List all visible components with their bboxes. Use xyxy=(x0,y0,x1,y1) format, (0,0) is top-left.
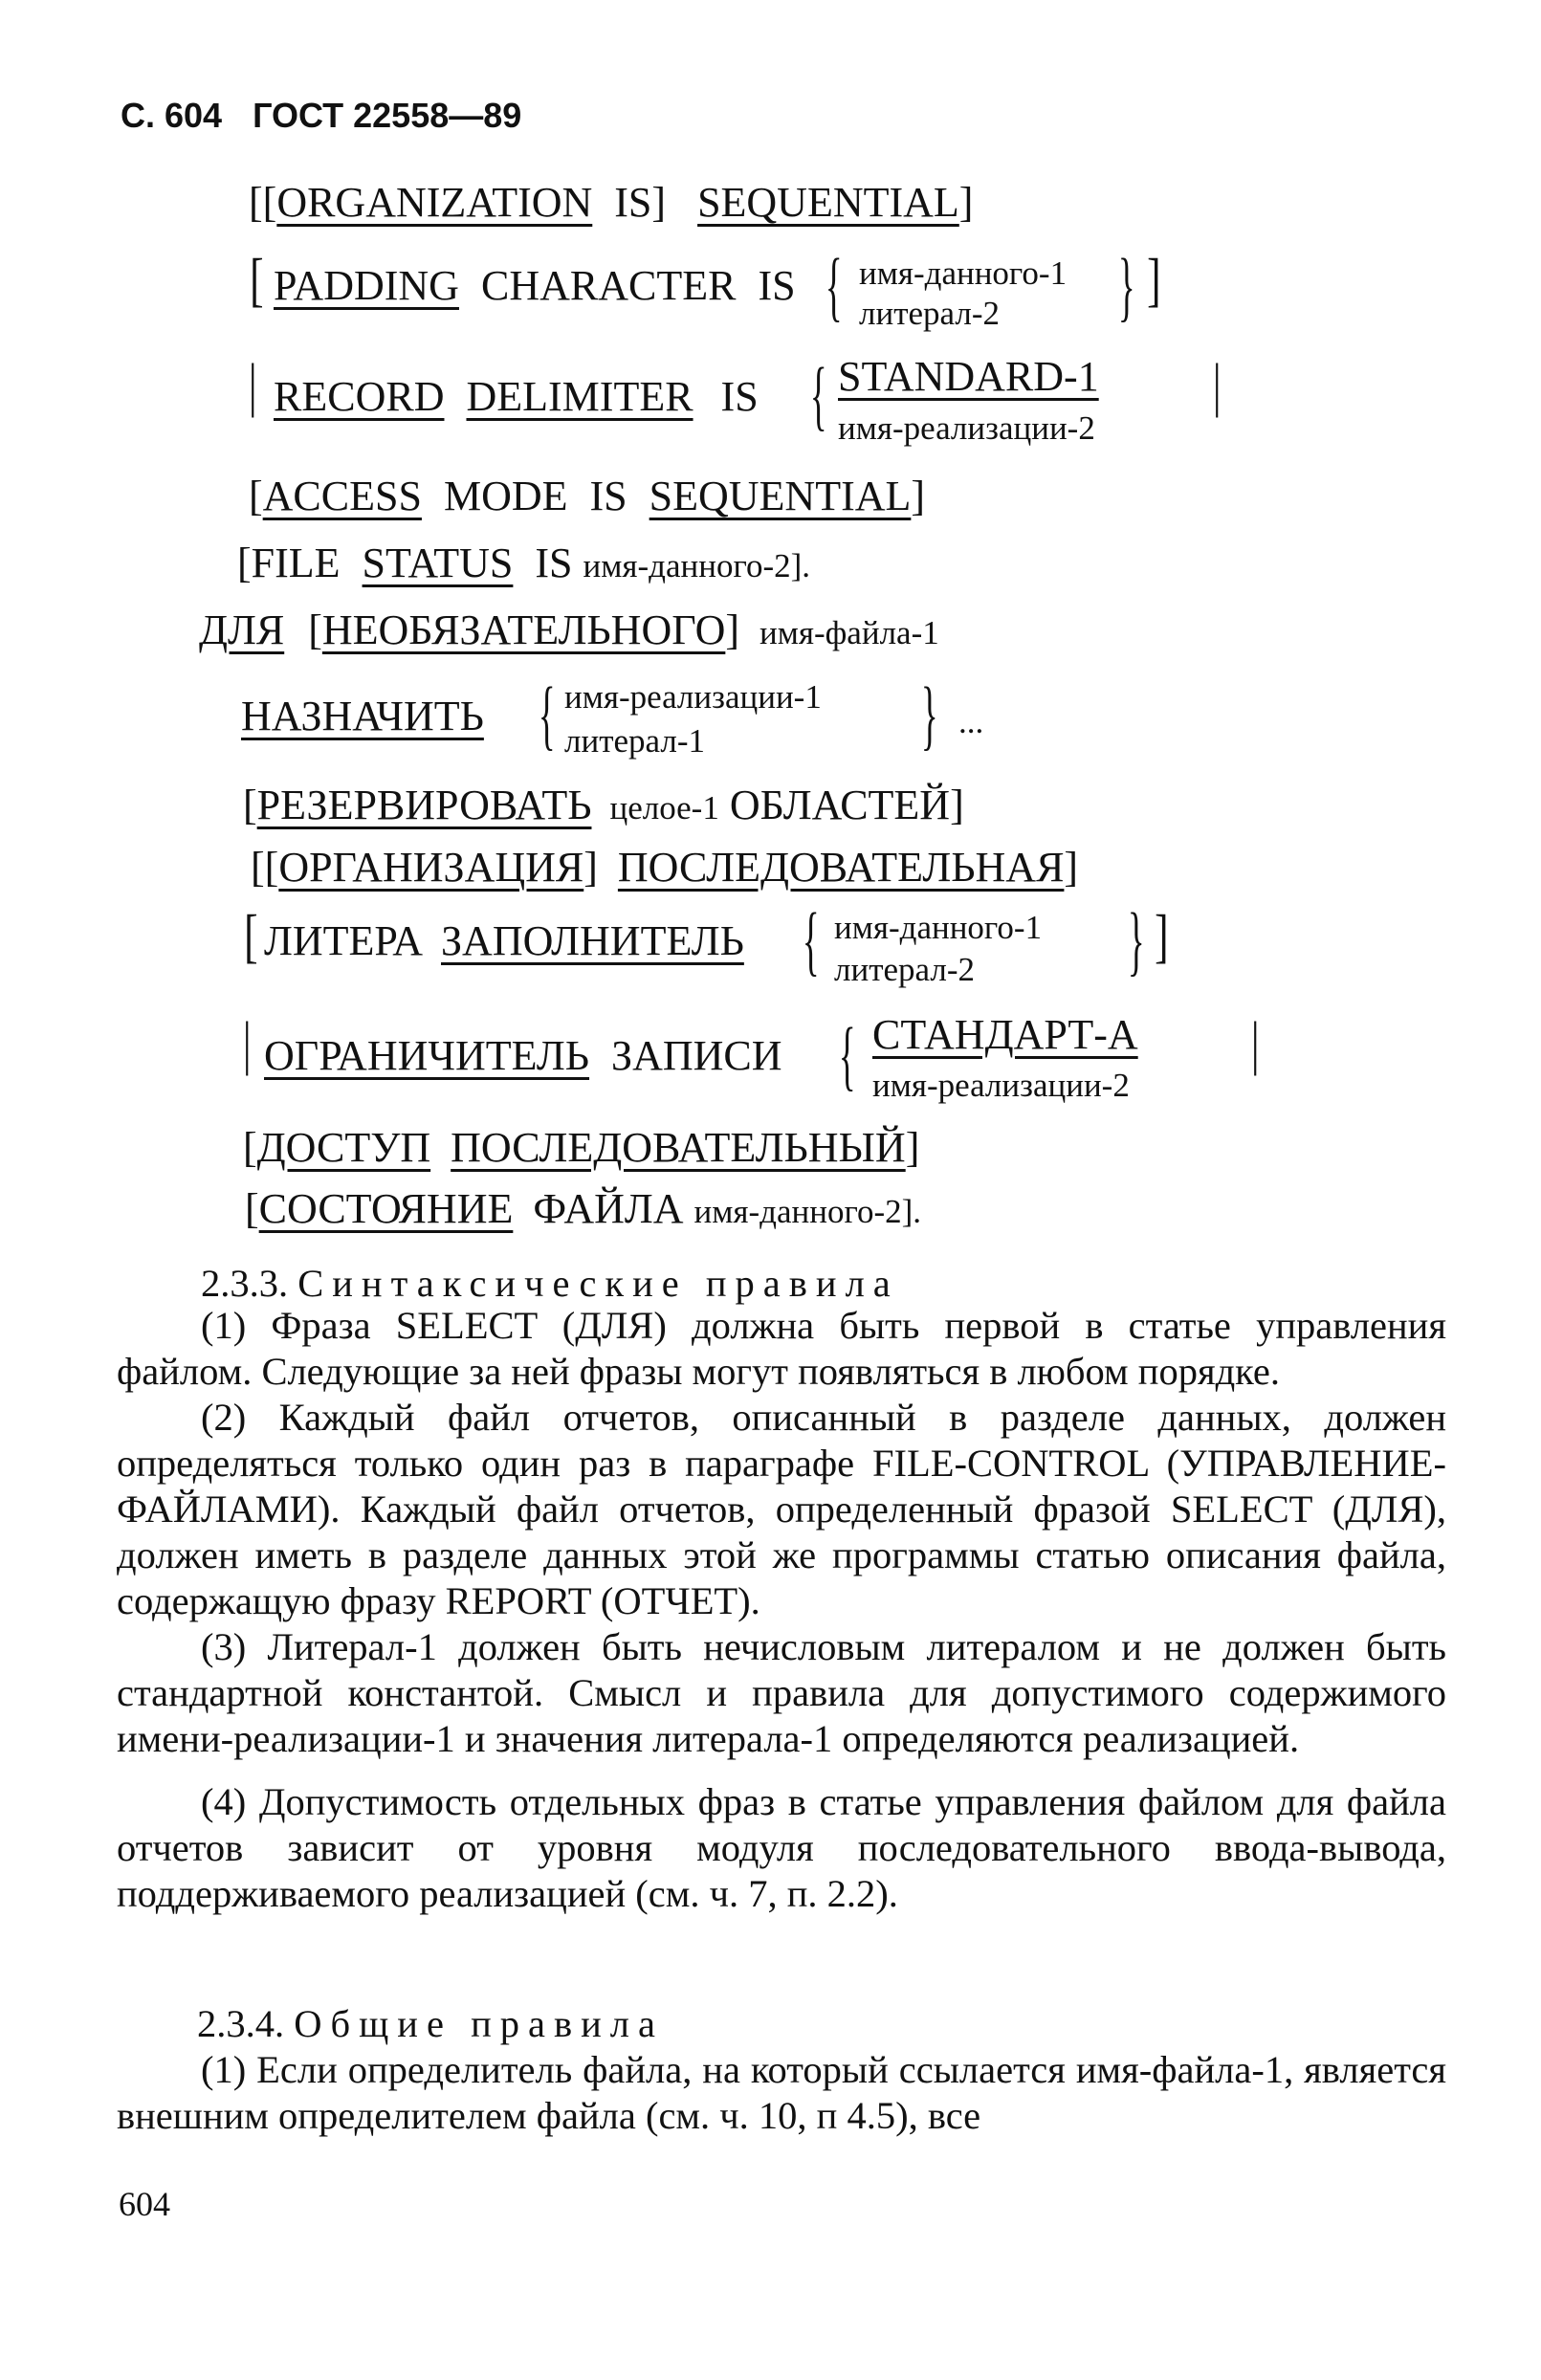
syntax-padding xyxy=(274,262,796,309)
brace-right: } xyxy=(1117,242,1135,329)
syntax-delimiter-ru xyxy=(264,1032,782,1079)
kw-is: IS xyxy=(589,473,627,519)
syntax-select-ru: ДЛЯ [НЕОБЯЗАТЕЛЬНОГО] имя-файла-1 xyxy=(199,606,939,653)
bracket-right: ] xyxy=(1155,904,1169,969)
kw-organizatsiya: ОРГАНИЗАЦИЯ xyxy=(278,844,584,891)
syntax-reserve-ru: [РЕЗЕРВИРОВАТЬ целое-1 ОБЛАСТЕЙ] xyxy=(243,782,964,828)
option-standard-1: STANDARD-1 xyxy=(838,353,1099,400)
rule-paragraph: (1) Если определитель файла, на который ссылается имя-файла-1, является внешним определителем файла (см. ч. 10, п 4.5), все xyxy=(117,2048,1446,2137)
option-1: имя-данного-1 xyxy=(834,909,1043,946)
section-number: 2.3.4. xyxy=(197,2002,285,2045)
kw-delimiter: DELIMITER xyxy=(466,373,693,420)
bracket-left: [ xyxy=(250,248,264,313)
syntax-record-delimiter xyxy=(274,373,759,420)
brace-left: { xyxy=(825,242,843,329)
kw-record: RECORD xyxy=(274,373,445,420)
page-header xyxy=(121,96,521,136)
kw-dlya: ДЛЯ xyxy=(199,606,285,653)
kw-zapolnitel: ЗАПОЛНИТЕЛЬ xyxy=(441,917,744,964)
kw-sequential: SEQUENTIAL xyxy=(697,179,959,226)
kw-assign: НАЗНАЧИТЬ xyxy=(241,693,484,739)
option-standard-a: СТАНДАРТ-А xyxy=(872,1011,1138,1058)
kw-is: IS xyxy=(758,262,796,309)
kw-areas: ОБЛАСТЕЙ xyxy=(729,782,951,828)
brace-left: { xyxy=(838,1011,856,1098)
option-2: литерал-2 xyxy=(834,951,975,988)
bracket-right: ] xyxy=(1147,248,1161,313)
page-number: 604 xyxy=(119,2185,170,2223)
bracket-right: | xyxy=(1250,1011,1260,1076)
syntax-padding-ru xyxy=(264,917,744,964)
bracket-right: | xyxy=(1212,353,1222,418)
brace-left: { xyxy=(538,671,556,758)
rule-paragraph: (3) Литерал-1 должен быть нечисловым литералом и не должен быть стандартной константой. Смысл и правила для допустимого содержимого имени-реализации-1 и значения литерала-1 определяются реализацией. xyxy=(117,1625,1446,1760)
bracket-left: [ xyxy=(244,904,258,969)
syntax-organization-ru: [[ОРГАНИЗАЦИЯ] ПОСЛЕДОВАТЕЛЬНАЯ] xyxy=(251,844,1079,891)
kw-status: STATUS xyxy=(362,540,514,586)
kw-is: IS xyxy=(535,540,573,586)
rule-paragraph: (2) Каждый файл отчетов, описанный в разделе данных, должен определяться только один раз в параграфе FILE-CONTROL (УПРАВЛЕНИЕ-ФАЙЛАМИ). Каждый файл отчетов, определенный фразой SELECT (ДЛЯ), должен иметь в разделе данных этой же программы статью описания файла, содержащую фразу REPORT (ОТЧЕТ). xyxy=(117,1396,1446,1622)
standard-ref: ГОСТ 22558—89 xyxy=(253,96,522,135)
rules-233 xyxy=(117,1303,1446,1917)
option-1: имя-данного-1 xyxy=(859,254,1068,292)
brace-left: { xyxy=(802,896,820,983)
kw-ogranichitel: ОГРАНИЧИТЕЛЬ xyxy=(264,1032,590,1079)
kw-organization: ORGANIZATION xyxy=(276,179,593,226)
brace-right: } xyxy=(920,671,938,758)
syntax-file-status: [FILE STATUS IS имя-данного-2]. xyxy=(237,540,811,586)
kw-file: FILE xyxy=(251,540,341,586)
kw-access: ACCESS xyxy=(262,473,422,519)
rule-paragraph: (4) Допустимость отдельных фраз в статье управления файлом для файла отчетов зависит от уровня модуля последовательного ввода-вывода, поддерживаемого реализацией (см. ч. 7, п. 2.2). xyxy=(117,1780,1446,1915)
page-ref: С. 604 xyxy=(121,96,223,135)
section-heading-234 xyxy=(197,2001,664,2047)
kw-is: IS xyxy=(720,373,759,420)
section-title: Общие правила xyxy=(294,2002,664,2045)
kw-posledovatelny: ПОСЛЕДОВАТЕЛЬНЫЙ xyxy=(451,1124,906,1171)
kw-mode: MODE xyxy=(443,473,568,519)
kw-reserve: РЕЗЕРВИРОВАТЬ xyxy=(256,782,592,828)
kw-sostoyanie: СОСТОЯНИЕ xyxy=(258,1185,514,1232)
syntax-status-ru: [СОСТОЯНИЕ ФАЙЛА имя-данного-2]. xyxy=(245,1185,922,1232)
syntax-organization: [[ORGANIZATION IS] SEQUENTIAL] xyxy=(249,179,974,226)
option-2: литерал-2 xyxy=(859,295,1000,332)
bracket-left: | xyxy=(248,353,257,418)
kw-faila: ФАЙЛА xyxy=(533,1185,684,1232)
option-2: имя-реализации-2 xyxy=(872,1067,1130,1104)
syntax-access-mode: [ACCESS MODE IS SEQUENTIAL] xyxy=(249,473,926,519)
rules-234 xyxy=(117,2047,1446,2139)
kw-sequential: SEQUENTIAL xyxy=(649,473,912,519)
section-heading-233 xyxy=(201,1261,899,1307)
kw-posledovatelnaya: ПОСЛЕДОВАТЕЛЬНАЯ xyxy=(617,844,1065,891)
kw-character: CHARACTER xyxy=(480,262,737,309)
arg-integer: целое-1 xyxy=(609,789,719,826)
option-1: имя-реализации-1 xyxy=(564,678,822,716)
kw-zapisi: ЗАПИСИ xyxy=(611,1032,782,1079)
syntax-access-ru: [ДОСТУП ПОСЛЕДОВАТЕЛЬНЫЙ] xyxy=(243,1124,920,1171)
kw-padding: PADDING xyxy=(274,262,459,309)
rule-paragraph: (1) Фраза SELECT (ДЛЯ) должна быть первой в статье управления файлом. Следующие за ней фразы могут появляться в любом порядке. xyxy=(117,1304,1446,1393)
brace-right: } xyxy=(1127,896,1145,983)
arg-file-name: имя-файла-1 xyxy=(759,614,939,651)
kw-optional: НЕОБЯЗАТЕЛЬНОГО xyxy=(321,606,726,653)
arg-data-name: имя-данного-2]. xyxy=(693,1193,922,1230)
option-2: имя-реализации-2 xyxy=(838,409,1095,447)
ellipsis: ... xyxy=(958,703,984,740)
kw-dostup: ДОСТУП xyxy=(256,1124,431,1171)
section-number: 2.3.3. xyxy=(201,1262,289,1305)
kw-is: IS xyxy=(614,179,652,226)
option-2: литерал-1 xyxy=(564,722,705,760)
arg-data-name: имя-данного-2]. xyxy=(583,547,811,584)
brace-left: { xyxy=(809,351,827,438)
section-title: Синтаксические правила xyxy=(297,1262,899,1305)
bracket-left: | xyxy=(242,1011,252,1076)
kw-litera: ЛИТЕРА xyxy=(264,917,423,964)
